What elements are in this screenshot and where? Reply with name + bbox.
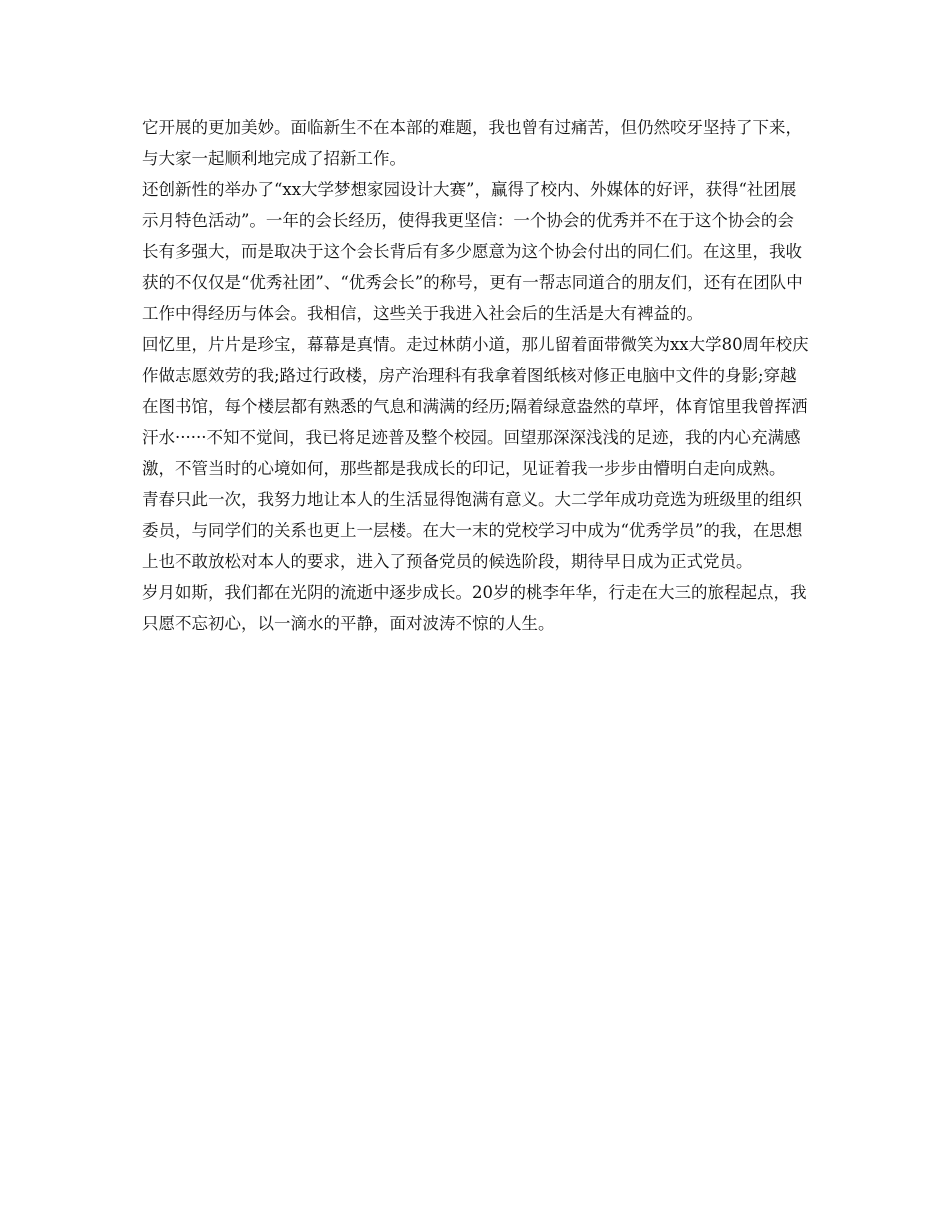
paragraph-2: 还创新性的举办了“xx大学梦想家园设计大赛”，赢得了校内、外媒体的好评，获得“社团展示月特色活动”。一年的会长经历，使得我更坚信：一个协会的优秀并不在于这个协会的会长有多强大，而是取决于这个会长背后有多少愿意为这个协会付出的同仁们。在这里，我收获的不仅仅是“优秀社团”、“优秀会长”的称号，更有一帮志同道合的朋友们，还有在团队中工作中得经历与体会。我相信，这些关于我进入社会后的生活是大有裨益的。 [142,180,803,323]
paragraph-3: 回忆里，片片是珍宝，幕幕是真情。走过林荫小道，那儿留着面带微笑为xx大学80周年校庆作做志愿效劳的我;路过行政楼，房产治理科有我拿着图纸核对修正电脑中文件的身影;穿越在图书馆，每个楼层都有熟悉的气息和满满的经历;隔着绿意盎然的草坪，体育馆里我曾挥洒汗水······不知不觉间，我已将足迹普及整个校园。回望那深深浅浅的足迹，我的内心充满感激，不管当时的心境如何，那些都是我成长的印记，见证着我一步步由懵明白走向成熟。 [142,335,809,478]
paragraph-4: 青春只此一次，我努力地让本人的生活显得饱满有意义。大二学年成功竞选为班级里的组织委员，与同学们的关系也更上一层楼。在大一末的党校学习中成为“优秀学员”的我，在思想上也不敢放松对本人的要求，进入了预备党员的候选阶段，期待早日成为正式党员。 [142,490,803,571]
document-body [142,112,810,639]
paragraph-1: 它开展的更加美妙。面临新生不在本部的难题，我也曾有过痛苦，但仍然咬牙坚持了下来，与大家一起顺利地完成了招新工作。 [142,118,802,168]
paragraph-5: 岁月如斯，我们都在光阴的流逝中逐步成长。20岁的桃李年华，行走在大三的旅程起点，我只愿不忘初心，以一滴水的平静，面对波涛不惊的人生。 [142,583,807,633]
